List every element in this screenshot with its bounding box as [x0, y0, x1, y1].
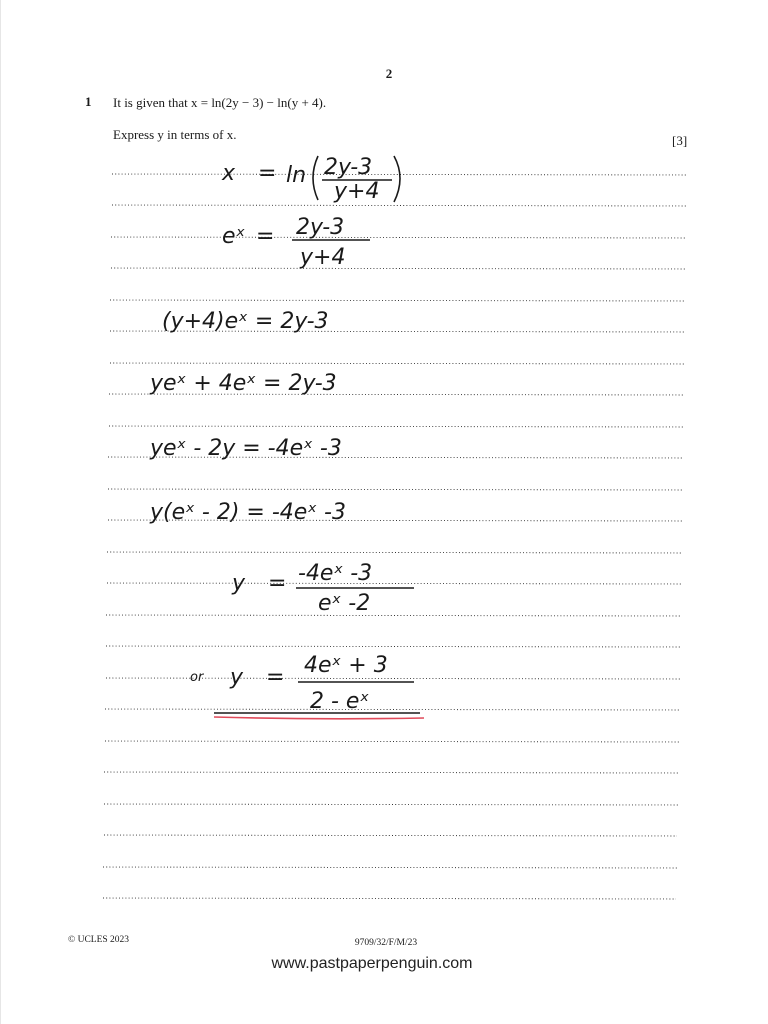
answer-line — [108, 489, 683, 490]
answer-line — [104, 772, 678, 773]
answer-line — [110, 300, 686, 301]
working-step-3: (y+4)eˣ = 2y-3 — [162, 309, 329, 334]
step1-equals: = — [258, 161, 277, 186]
step1-num: 2y-3 — [324, 155, 373, 180]
step2-equals: = — [256, 224, 275, 249]
answer-lines — [103, 174, 688, 899]
working-step-1 — [221, 155, 400, 204]
step2-lhs: eˣ — [222, 224, 246, 249]
question-instruction: Express y in terms of x. — [113, 127, 237, 142]
working-step-7 — [231, 561, 414, 616]
working-step-4: yeˣ + 4eˣ = 2y-3 — [150, 371, 337, 396]
answer-line — [109, 426, 684, 427]
answer-line — [103, 898, 676, 899]
step1-ln: ln — [286, 163, 307, 188]
step8-den: 2 - eˣ — [310, 689, 370, 714]
answer-line — [103, 867, 677, 868]
step8-num: 4eˣ + 3 — [304, 653, 388, 678]
step1-close-paren — [394, 156, 400, 202]
step8-lhs: y — [230, 665, 244, 690]
footer-paper-code: 9709/32/F/M/23 — [354, 938, 418, 948]
step1-lhs: x — [222, 161, 236, 186]
answer-line — [112, 205, 687, 206]
question-number: 1 — [85, 94, 92, 109]
answer-line — [106, 615, 681, 616]
step8-prefix: or — [190, 670, 204, 685]
answer-line — [105, 741, 679, 742]
footer-url: www.pastpaperpenguin.com — [271, 955, 473, 972]
working-step-5: yeˣ - 2y = -4eˣ -3 — [150, 436, 342, 461]
answer-line — [107, 583, 681, 584]
footer-copyright: © UCLES 2023 — [68, 935, 130, 945]
marks-allocation: [3] — [672, 133, 688, 148]
step8-equals: = — [266, 665, 285, 690]
page-number: 2 — [385, 66, 393, 81]
step7-den: eˣ -2 — [318, 591, 371, 616]
answer-red-underline — [214, 717, 424, 719]
answer-line — [110, 363, 685, 364]
step7-equals: = — [268, 571, 287, 596]
step7-lhs: y — [232, 571, 246, 596]
step2-num: 2y-3 — [296, 215, 345, 240]
step1-open-paren — [313, 156, 318, 200]
step1-den: y+4 — [334, 179, 380, 204]
answer-line — [111, 268, 686, 269]
working-step-2 — [222, 215, 370, 270]
working-step-6: y(eˣ - 2) = -4eˣ -3 — [150, 500, 346, 525]
step2-den: y+4 — [300, 245, 346, 270]
question-text: It is given that x = ln(2y − 3) − ln(y + 4). — [113, 95, 327, 110]
answer-line — [104, 835, 677, 836]
answer-line — [111, 237, 687, 238]
answer-line — [105, 709, 679, 710]
answer-line — [107, 552, 682, 553]
answer-line — [106, 646, 680, 647]
step7-num: -4eˣ -3 — [298, 561, 373, 586]
answer-line — [104, 804, 678, 805]
